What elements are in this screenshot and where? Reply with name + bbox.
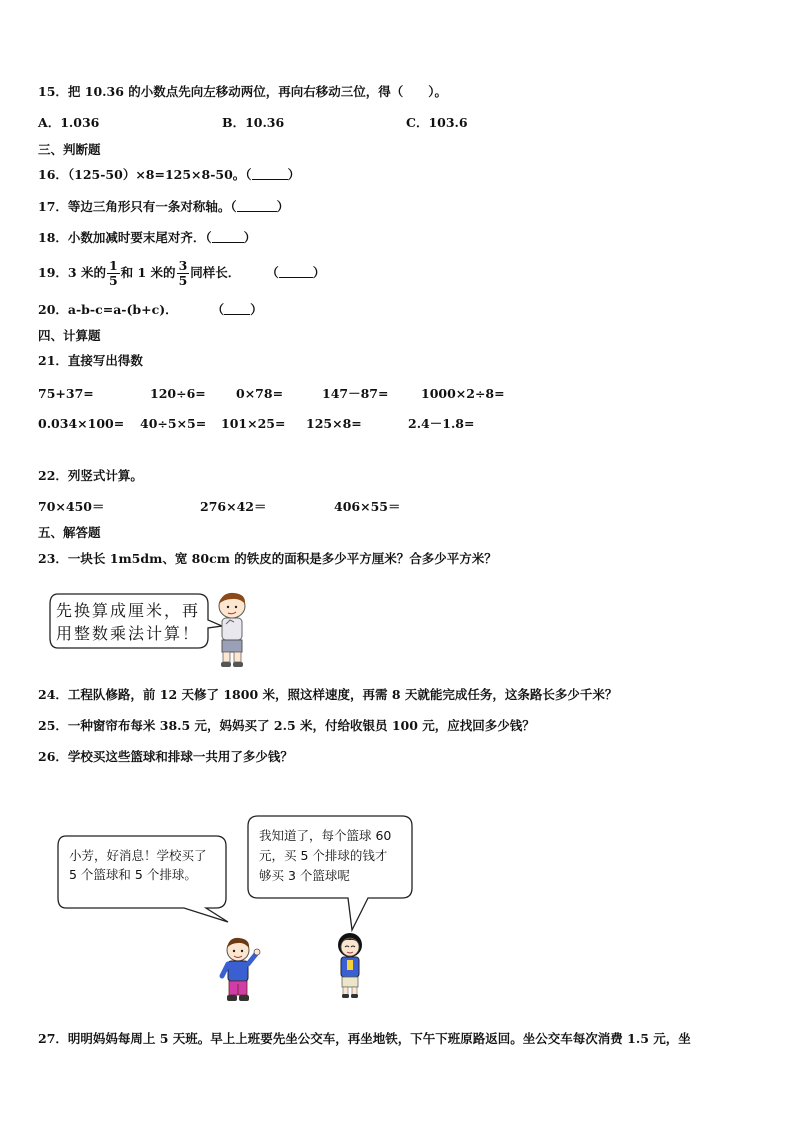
answer-blank[interactable] (279, 265, 313, 278)
q22-item-2: 276×42＝ (200, 499, 267, 514)
fraction-numerator: 1 (108, 258, 118, 273)
q27-stem: 27．明明妈妈每周上 5 天班。早上上班要先坐公交车，再坐地铁，下午下班原路返回。坐公交车每次消费 1.5 元，坐 (38, 1031, 691, 1046)
section-title-judgement: 三、判断题 (38, 142, 101, 157)
fraction-numerator: 3 (178, 258, 188, 273)
q17-text: 17．等边三角形只有一条对称轴。（ (38, 199, 237, 214)
q21-r2-c3: 101×25= (221, 416, 286, 431)
q18-text: 18．小数加减时要末尾对齐．（ (38, 230, 212, 245)
q22-item-1: 70×450＝ (38, 499, 105, 514)
q19-fraction-2 (177, 259, 190, 288)
bubble-line: 小芳，好消息！学校买了 (69, 848, 207, 863)
q20 (38, 302, 263, 318)
bubble-line: 够买 3 个篮球呢 (259, 868, 350, 883)
q21-r1-c1: 75+37= (38, 386, 94, 401)
q21-r2-c4: 125×8= (306, 416, 362, 431)
q19-middle: 和 1 米的 (120, 265, 176, 280)
q15-option-b: B．10.36 (222, 115, 285, 130)
boy-thinking-illustration (210, 590, 252, 670)
q18 (38, 230, 256, 246)
q22-stem: 22．列竖式计算。 (38, 468, 143, 483)
q19 (38, 256, 325, 290)
q21-stem: 21．直接写出得数 (38, 353, 143, 368)
fraction-denominator: 5 (108, 273, 118, 288)
bubble-line: 元，买 5 个排球的钱才 (259, 848, 388, 863)
answer-blank[interactable] (212, 230, 244, 243)
q23-bubble-text (56, 599, 200, 645)
answer-blank[interactable] (224, 302, 250, 315)
answer-blank[interactable] (237, 199, 277, 212)
q21-r1-c4: 147－87= (322, 386, 389, 401)
q25-stem: 25．一种窗帘布每米 38.5 元，妈妈买了 2.5 米，付给收银员 100 元，应找回多少钱？ (38, 718, 535, 733)
q26-stem: 26．学校买这些篮球和排球一共用了多少钱？ (38, 749, 293, 764)
q21-r1-c3: 0×78= (236, 386, 284, 401)
q20-open: （ (211, 302, 225, 317)
q21-r2-c1: 0.034×100= (38, 416, 125, 431)
q21-r1-c5: 1000×2÷8= (421, 386, 505, 401)
bubble-line: 先换算成厘米，再 (56, 601, 201, 620)
bubble-line: 我知道了，每个篮球 60 (259, 828, 392, 843)
q18-close: ） (243, 230, 257, 245)
q20-close: ） (250, 302, 263, 317)
section-title-solving: 五、解答题 (38, 525, 101, 540)
q21-r2-c5: 2.4－1.8= (408, 416, 475, 431)
q22-item-3: 406×55＝ (334, 499, 401, 514)
q15-option-c: C．103.6 (406, 115, 468, 130)
q24-stem: 24．工程队修路，前 12 天修了 1800 米，照这样速度，再需 8 天就能完成任务，这条路长多少千米？ (38, 687, 618, 702)
answer-blank[interactable] (252, 167, 288, 180)
q19-fraction-1 (107, 259, 120, 288)
q19-close: ） (312, 265, 326, 280)
q15-stem: 15．把 10.36 的小数点先向左移动两位，再向右移动三位，得（ ）。 (38, 84, 447, 99)
bubble-line: 5 个篮球和 5 个排球。 (69, 867, 197, 882)
q26-bubble-right-text (246, 814, 412, 898)
q16-text: 16．（125-50）×8=125×8-50。（ (38, 167, 252, 182)
q16-close: ） (287, 167, 301, 182)
q21-r2-c2: 40÷5×5= (140, 416, 207, 431)
q26-bubble-left-text (56, 834, 226, 914)
bubble-line: 用整数乘法计算！ (56, 624, 201, 643)
section-title-calculation: 四、计算题 (38, 328, 101, 343)
q16 (38, 167, 300, 183)
q19-prefix: 19．3 米的 (38, 265, 106, 280)
boy-waving-illustration (216, 936, 264, 1004)
q15-option-a: A．1.036 (38, 115, 100, 130)
q17-close: ） (276, 199, 290, 214)
q21-r1-c2: 120÷6= (150, 386, 206, 401)
fraction-denominator: 5 (178, 273, 188, 288)
girl-illustration (330, 930, 370, 1000)
q17 (38, 199, 289, 215)
q19-suffix: 同样长． (190, 265, 241, 280)
q23-stem: 23．一块长 1m5dm、宽 80cm 的铁皮的面积是多少平方厘米？合多少平方米？ (38, 551, 497, 566)
q19-open: （ (266, 265, 279, 280)
q20-text: 20．a-b-c=a-(b+c)． (38, 302, 178, 317)
